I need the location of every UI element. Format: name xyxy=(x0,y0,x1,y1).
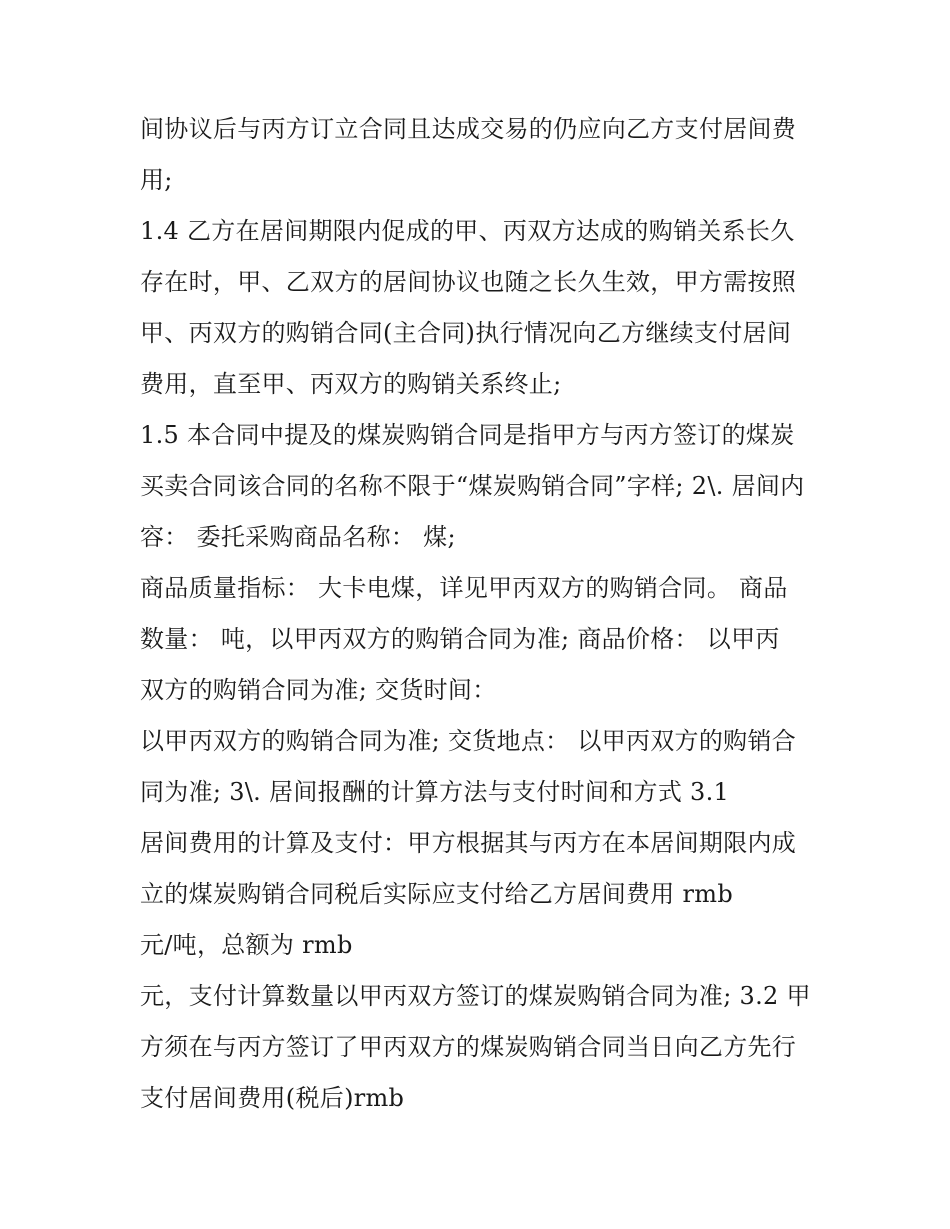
text-line: 元/吨，总额为 rmb xyxy=(140,931,353,959)
text-line: 元，支付计算数量以甲丙双方签订的煤炭购销合同为准; 3.2 甲 xyxy=(140,982,811,1010)
text-line: 容： 委托采购商品名称： 煤; xyxy=(140,523,456,551)
text-line: 支付居间费用(税后)rmb xyxy=(140,1084,405,1112)
text-line: 以甲丙双方的购销合同为准; 交货地点： 以甲丙双方的购销合 xyxy=(140,727,797,755)
text-line: 用; xyxy=(140,166,173,194)
text-line: 甲、丙双方的购销合同(主合同)执行情况向乙方继续支付居间 xyxy=(140,319,792,347)
text-line: 间协议后与丙方订立合同且达成交易的仍应向乙方支付居间费 xyxy=(140,115,797,143)
text-line: 1.4 乙方在居间期限内促成的甲、丙双方达成的购销关系长久 xyxy=(140,217,795,245)
text-line: 立的煤炭购销合同税后实际应支付给乙方居间费用 rmb xyxy=(140,880,734,908)
text-line: 商品质量指标： 大卡电煤，详见甲丙双方的购销合同。 商品 xyxy=(140,574,788,602)
text-line: 费用，直至甲、丙双方的购销关系终止; xyxy=(140,370,562,398)
text-line: 双方的购销合同为准; 交货时间： xyxy=(140,676,497,704)
text-line: 存在时，甲、乙双方的居间协议也随之长久生效，甲方需按照 xyxy=(140,268,797,296)
text-line: 数量： 吨，以甲丙双方的购销合同为准; 商品价格： 以甲丙 xyxy=(140,625,780,653)
text-line: 同为准; 3\. 居间报酬的计算方法与支付时间和方式 3.1 xyxy=(140,778,730,806)
text-line: 买卖合同该合同的名称不限于“煤炭购销合同”字样; 2\. 居间内 xyxy=(140,472,805,500)
document-body xyxy=(140,104,830,1124)
text-line: 1.5 本合同中提及的煤炭购销合同是指甲方与丙方签订的煤炭 xyxy=(140,421,795,449)
text-line: 居间费用的计算及支付：甲方根据其与丙方在本居间期限内成 xyxy=(140,829,797,857)
text-line: 方须在与丙方签订了甲丙双方的煤炭购销合同当日向乙方先行 xyxy=(140,1033,797,1061)
